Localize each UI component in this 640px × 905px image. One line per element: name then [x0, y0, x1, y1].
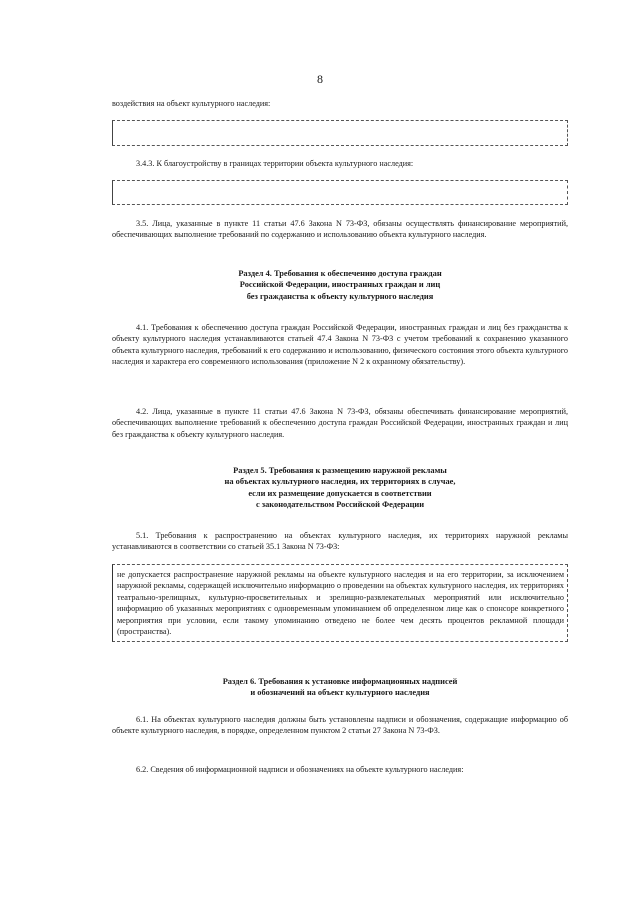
paragraph-3-4-3: 3.4.3. К благоустройству в границах территории объекта культурного наследия:	[136, 159, 414, 168]
section-5-heading-line-1: Раздел 5. Требования к размещению наружной рекламы	[233, 466, 447, 475]
paragraph-4-2: 4.2. Лица, указанные в пункте 11 статьи 47.6 Закона N 73-ФЗ, обязаны обеспечивать финансирование мероприятий, обеспечивающих выполнение требований к обеспечению доступа граждан Российской Федерации, иностранных граждан и лиц без гражданства к объекту культурного наследия.	[112, 407, 568, 439]
section-5-heading-line-2: на объектах культурного наследия, их территориях в случае,	[224, 477, 456, 487]
paragraph-5-1: 5.1. Требования к распространению на объектах культурного наследия, их территориях наружной рекламы устанавливаются в соответствии со статьей 35.1 Закона N 73-ФЗ:	[112, 531, 568, 552]
section-6-heading-line-2: и обозначений на объект культурного наследия	[250, 688, 430, 698]
section-5-heading-line-4: с законодательством Российской Федерации	[255, 500, 425, 510]
section-4-heading-line-2: Российской Федерации, иностранных граждан и лиц	[239, 280, 441, 290]
paragraph-6-1: 6.1. На объектах культурного наследия должны быть установлены надписи и обозначения, содержащие информацию об объекте культурного наследия, в порядке, определенном пунктом 2 статьи 27 Закона N 73-ФЗ.	[112, 715, 568, 736]
page-number: 8	[317, 72, 323, 86]
paragraph-6-2: 6.2. Сведения об информационной надписи и обозначениях на объекте культурного наследия:	[136, 765, 464, 774]
section-4-heading	[112, 268, 568, 302]
section-6-heading-line-1: Раздел 6. Требования к установке информационных надписей	[222, 677, 458, 686]
advertising-restriction-box: не допускается распространение наружной рекламы на объекте культурного наследия и на его территории, за исключением наружной рекламы, содержащей исключительно информацию о проведении на объектах культурного наследия, их территориях театрально-зрелищных, культурно-просветительных и зрелищно-развлекательных мероприятий или исключительно информацию об указанных мероприятиях с одновременным упоминанием об определенном лице как о спонсоре конкретного мероприятия при условии, если такому упоминанию отведено не более чем десять процентов рекламной площади (пространства).	[112, 564, 568, 642]
section-4-heading-line-1: Раздел 4. Требования к обеспечению доступа граждан	[238, 269, 442, 278]
section-5-heading-line-3: если их размещение допускается в соответствии	[248, 488, 432, 498]
empty-field-box-2	[112, 180, 568, 205]
paragraph-4-1: 4.1. Требования к обеспечению доступа граждан Российской Федерации, иностранных граждан и лиц без гражданства к объекту культурного наследия устанавливаются статьей 47.4 Закона N 73-ФЗ с учетом требований к сохранению указанного объекта культурного наследия, требований к его содержанию и использованию, физического состояния этого объекта культурного наследия и характера его современного использования (приложение N 2 к охранному обязательству).	[112, 323, 568, 367]
section-6-heading	[112, 676, 568, 699]
paragraph-3-5: 3.5. Лица, указанные в пункте 11 статьи 47.6 Закона N 73-ФЗ, обязаны осуществлять финансирование мероприятий, обеспечивающих выполнение требований по содержанию и использованию объекта культурного наследия.	[112, 219, 568, 240]
section-4-heading-line-3: без гражданства к объекту культурного наследия	[246, 291, 434, 301]
empty-field-box-1	[112, 120, 568, 146]
paragraph-impact: воздействия на объект культурного наследия:	[112, 99, 271, 108]
section-5-heading	[112, 465, 568, 511]
